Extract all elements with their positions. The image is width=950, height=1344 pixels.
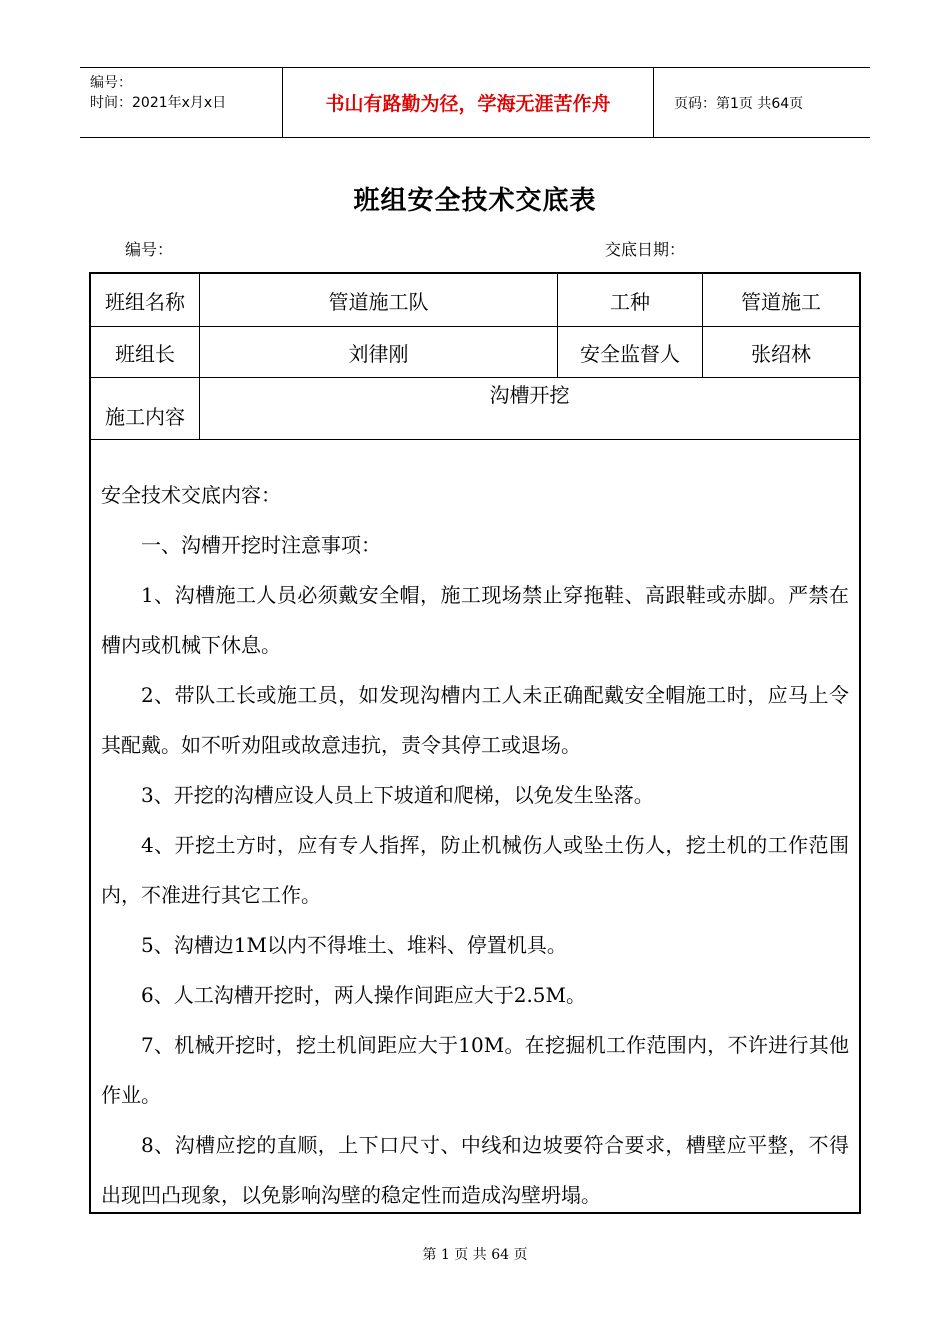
content-item: 6、人工沟槽开挖时，两人操作间距应大于2.5M。 (141, 983, 587, 1007)
header-page-info (664, 68, 870, 137)
team-leader-label: 班组长 (115, 341, 175, 366)
team-name-label: 班组名称 (105, 289, 185, 314)
handover-content (101, 470, 849, 1220)
content-item: 5、沟槽边1M以内不得堆土、堆料、停置机具。 (141, 933, 567, 957)
safety-supervisor-label: 安全监督人 (580, 341, 680, 366)
content-item: 8、沟槽应挖的直顺，上下口尺寸、中线和边坡要符合要求，槽壁应平整，不得出现凹凸现象，以免影响沟壁的稳定性而造成沟壁坍塌。 (101, 1133, 849, 1207)
work-content-value: 沟槽开挖 (489, 383, 570, 407)
header-motto: 书山有路勤为径，学海无涯苦作舟 (283, 68, 654, 137)
content-item: 4、开挖土方时，应有专人指挥，防止机械伤人或坠土伤人，挖土机的工作范围内，不准进行其它工作。 (101, 833, 849, 907)
safety-handover-form (89, 272, 861, 1214)
safety-supervisor-value: 张绍林 (751, 341, 811, 366)
form-number-label: 编号： (125, 240, 174, 259)
content-item: 3、开挖的沟槽应设人员上下坡道和爬梯，以免发生坠落。 (141, 783, 654, 807)
content-item: 7、机械开挖时，挖土机间距应大于10M。在挖掘机工作范围内，不许进行其他作业。 (101, 1033, 849, 1107)
page-footer: 第 1 页 共 64 页 (422, 1247, 528, 1263)
content-item: 1、沟槽施工人员必须戴安全帽，施工现场禁止穿拖鞋、高跟鞋或赤脚。严禁在槽内或机械下休息。 (101, 583, 849, 657)
work-content-label: 施工内容 (105, 405, 185, 429)
page-header (80, 67, 870, 138)
handover-date-label: 交底日期： (605, 240, 686, 259)
content-section-title: 一、沟槽开挖时注意事项： (141, 533, 381, 557)
content-item: 2、带队工长或施工员，如发现沟槽内工人未正确配戴安全帽施工时，应马上令其配戴。如不听劝阻或故意违抗，责令其停工或退场。 (101, 683, 849, 757)
document-title: 班组安全技术交底表 (353, 186, 597, 216)
team-leader-value: 刘律刚 (348, 341, 409, 366)
header-time-label: 时间：2021年x月x日 (90, 95, 227, 111)
header-number-label: 编号： (90, 75, 132, 91)
team-name-value: 管道施工队 (328, 289, 429, 314)
header-page-info-text: 页码：第1页 共64页 (674, 95, 804, 112)
content-heading: 安全技术交底内容： (101, 483, 281, 507)
row-divider (91, 439, 859, 440)
trade-label: 工种 (610, 289, 650, 314)
trade-value: 管道施工 (741, 289, 821, 314)
header-left-cell (80, 68, 283, 137)
